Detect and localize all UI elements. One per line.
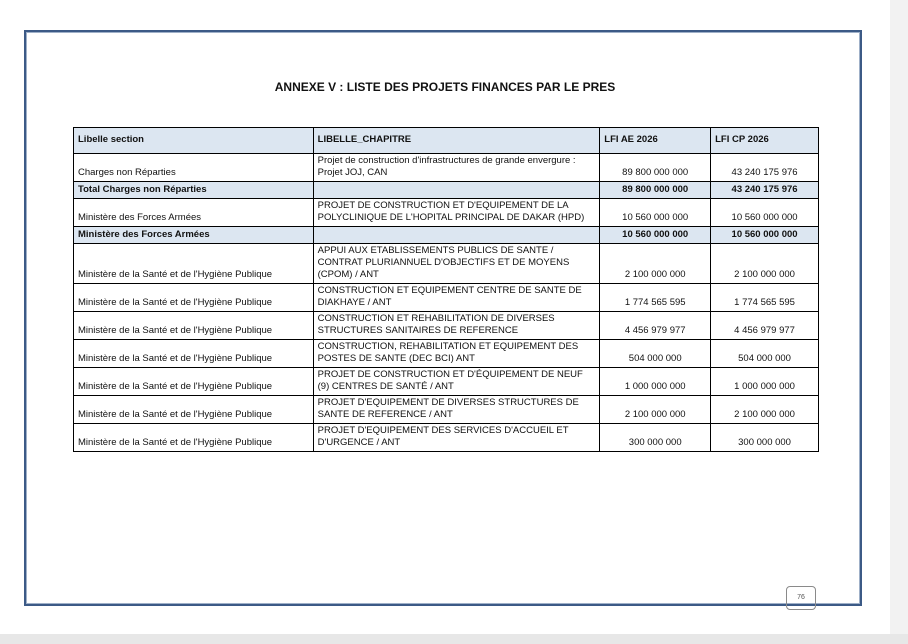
cell-section: Ministère de la Santé et de l'Hygiène Publique	[74, 312, 314, 340]
header-lfi-ae: LFI AE 2026	[600, 128, 711, 154]
table-total-row	[74, 182, 819, 199]
cell-section: Ministère des Forces Armées	[74, 227, 314, 244]
page-number-badge	[786, 586, 816, 610]
cell-chapitre: APPUI AUX ETABLISSEMENTS PUBLICS DE SANTE / CONTRAT PLURIANNUEL D'OBJECTIFS ET DE MOYENS (CPOM) / ANT	[313, 244, 600, 284]
cell-section: Ministère des Forces Armées	[74, 199, 314, 227]
table-row	[74, 340, 819, 368]
cell-chapitre: PROJET DE CONSTRUCTION ET D'EQUIPEMENT DE LA POLYCLINIQUE DE L'HOPITAL PRINCIPAL DE DAKAR (HPD)	[313, 199, 600, 227]
cell-lfi-ae: 10 560 000 000	[600, 199, 711, 227]
cell-chapitre	[313, 227, 600, 244]
projects-table	[73, 127, 819, 452]
table-row	[74, 368, 819, 396]
cell-section: Ministère de la Santé et de l'Hygiène Publique	[74, 368, 314, 396]
cell-chapitre: Projet de construction d'infrastructures de grande envergure : Projet JOJ, CAN	[313, 154, 600, 182]
header-libelle-chapitre: LIBELLE_CHAPITRE	[313, 128, 600, 154]
table-row	[74, 312, 819, 340]
page-title: ANNEXE V : LISTE DES PROJETS FINANCES PAR LE PRES	[274, 80, 616, 94]
cell-lfi-ae: 2 100 000 000	[600, 244, 711, 284]
cell-lfi-cp: 300 000 000	[711, 424, 819, 452]
cell-chapitre	[313, 182, 600, 199]
table-total-row	[74, 227, 819, 244]
cell-lfi-ae: 504 000 000	[600, 340, 711, 368]
cell-chapitre: CONSTRUCTION ET REHABILITATION DE DIVERSES STRUCTURES SANITAIRES DE REFERENCE	[313, 312, 600, 340]
cell-chapitre: PROJET DE CONSTRUCTION ET D'ÉQUIPEMENT DE NEUF (9) CENTRES DE SANTÉ / ANT	[313, 368, 600, 396]
cell-chapitre: CONSTRUCTION, REHABILITATION ET EQUIPEMENT DES POSTES DE SANTE (DEC BCI) ANT	[313, 340, 600, 368]
cell-section: Ministère de la Santé et de l'Hygiène Publique	[74, 284, 314, 312]
cell-lfi-ae: 2 100 000 000	[600, 396, 711, 424]
table-row	[74, 199, 819, 227]
cell-lfi-cp: 43 240 175 976	[711, 182, 819, 199]
cell-section: Total Charges non Réparties	[74, 182, 314, 199]
cell-lfi-cp: 1 000 000 000	[711, 368, 819, 396]
cell-lfi-ae: 1 000 000 000	[600, 368, 711, 396]
cell-lfi-cp: 1 774 565 595	[711, 284, 819, 312]
table-row	[74, 424, 819, 452]
cell-lfi-ae: 10 560 000 000	[600, 227, 711, 244]
cell-lfi-ae: 1 774 565 595	[600, 284, 711, 312]
cell-lfi-ae: 300 000 000	[600, 424, 711, 452]
cell-section: Ministère de la Santé et de l'Hygiène Publique	[74, 340, 314, 368]
cell-lfi-cp: 504 000 000	[711, 340, 819, 368]
header-lfi-cp: LFI CP 2026	[711, 128, 819, 154]
table-row	[74, 244, 819, 284]
cell-lfi-ae: 89 800 000 000	[600, 182, 711, 199]
cell-lfi-ae: 89 800 000 000	[600, 154, 711, 182]
table-row	[74, 396, 819, 424]
cell-lfi-cp: 4 456 979 977	[711, 312, 819, 340]
table-body	[74, 154, 819, 452]
bottom-strip	[0, 634, 908, 644]
cell-lfi-cp: 2 100 000 000	[711, 244, 819, 284]
table-header-row	[74, 128, 819, 154]
cell-section: Charges non Réparties	[74, 154, 314, 182]
page-number: 76	[797, 594, 805, 601]
cell-section: Ministère de la Santé et de l'Hygiène Publique	[74, 244, 314, 284]
cell-lfi-cp: 43 240 175 976	[711, 154, 819, 182]
cell-lfi-cp: 2 100 000 000	[711, 396, 819, 424]
cell-lfi-ae: 4 456 979 977	[600, 312, 711, 340]
cell-lfi-cp: 10 560 000 000	[711, 227, 819, 244]
cell-lfi-cp: 10 560 000 000	[711, 199, 819, 227]
cell-section: Ministère de la Santé et de l'Hygiène Publique	[74, 424, 314, 452]
header-libelle-section: Libelle section	[74, 128, 314, 154]
cell-section: Ministère de la Santé et de l'Hygiène Publique	[74, 396, 314, 424]
table-row	[74, 284, 819, 312]
table-row	[74, 154, 819, 182]
cell-chapitre: PROJET D'EQUIPEMENT DE DIVERSES STRUCTURES DE SANTE DE REFERENCE / ANT	[313, 396, 600, 424]
cell-chapitre: PROJET D'EQUIPEMENT DES SERVICES D'ACCUEIL ET D'URGENCE / ANT	[313, 424, 600, 452]
cell-chapitre: CONSTRUCTION ET EQUIPEMENT CENTRE DE SANTE DE DIAKHAYE / ANT	[313, 284, 600, 312]
